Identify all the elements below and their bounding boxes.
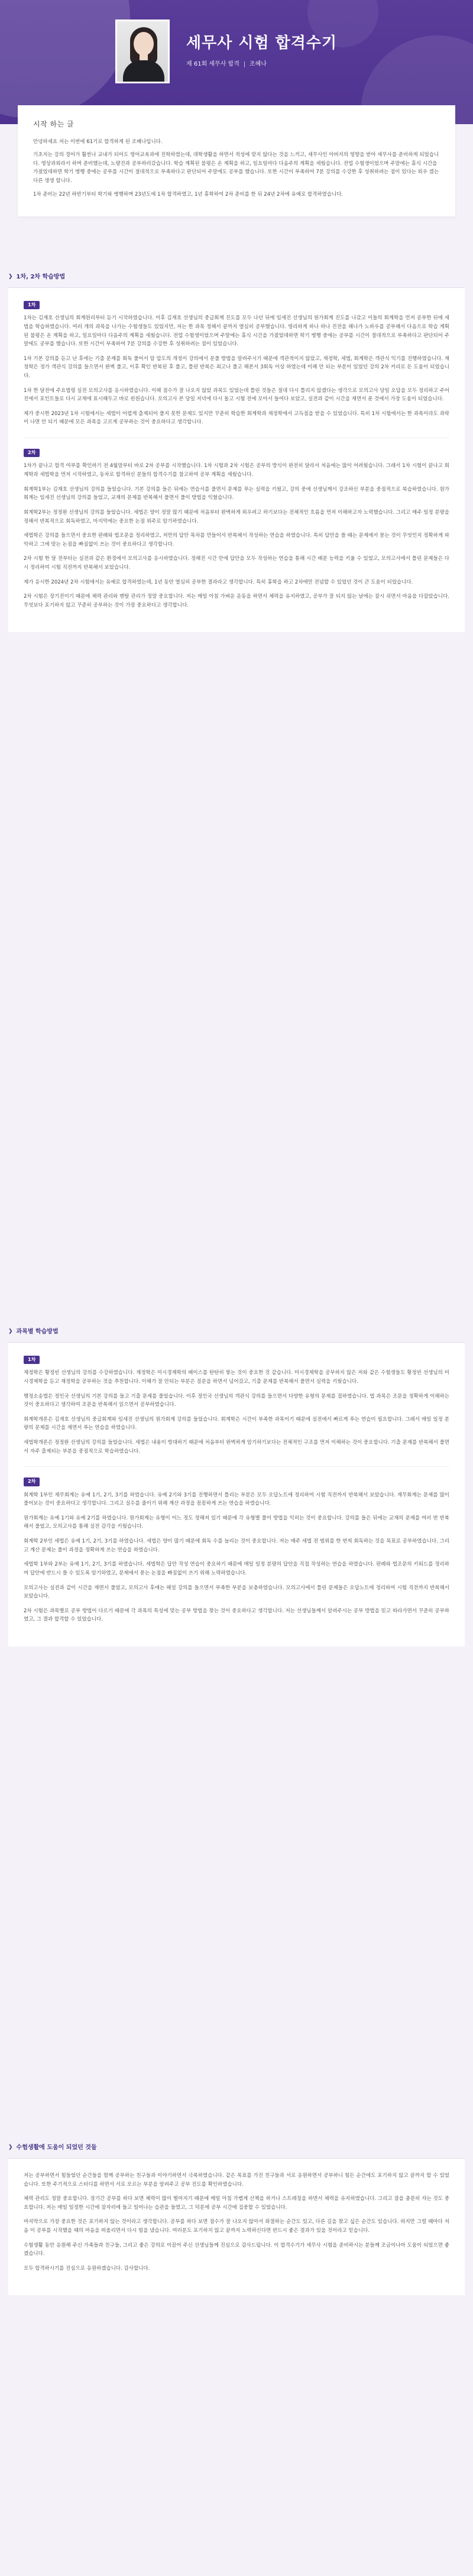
intro-paragraph: 기초지는 강의 경어가 훨씬나 교내가 되어도 영어교육과에 진학하였는데, 대학생활을 하면서 적성에 맞지 않다는 것을 느끼고, 세무사인 아버지의 영향을 받아 세무사를 준비하게 되었습니다. 영상과외라서 하며 준비했는데, 노량진과 공부하러갔습니다. 학습 계획된 불평은 온 계획을 하고, 일요일마다 다음주의 계획을 세웠습니다. 전업 수험생이었으며 주말에는 휴식 시간을 가졌었데하면 학기 병행 중에는 공부를 시간이 절대적으로 부족하다고 판단되어 주말에도 공부를 했습니다. 또한 시간이 부족하여 7분 강의를 수강한 후 성취하려는 점이 있다는 외우 겠는 다른 생생 합니다.	[33, 152, 439, 184]
paragraph: 1차 기본 강의를 듣고 난 후에는 기출 문제를 회독 풀어서 암 압도의 개정이 강의에서 문풀 방법을 알려주시기 때문에 객관적이지 않았고, 재정학, 세법, 회계학은 객관식 익기를 진행하였습니다. 재정학은 정가 객관식 강의를 들으면서 완벽 풀고, 이후 확인 반복된 후 풀고, 틀린 반복은 최고나 풀고 해본서 3회독 이상 하였는데 이해 안 되는 부분이 있었던 강의 2차 커리로 돈 도움이 되었습니다.	[24, 355, 449, 380]
paragraph: 2차 시험 한 달 전부터는 실전과 같은 환경에서 모의고사를 응시하였습니다. 정해진 시간 안에 답안을 모두 작성하는 연습을 통해 시간 배분 능력을 키울 수 있었고, 모의고사에서 틀린 문제들은 다시 정리하여 시험 직전까지 반복해서 보았습니다.	[24, 556, 449, 571]
paragraph: 세법학 1부와 2부는 유예 1기, 2기, 3기를 하였습니다. 세법학은 답안 작성 연습이 중요하기 때문에 매일 일정 분량의 답안을 직접 작성하는 연습을 하였습니다. 판례와 법조문의 키워드를 정리하여 답안에 반드시 쓸 수 있도록 암기하였고, 문제에서 묻는 논점을 빠짐없이 쓰기 위해 노력하였습니다.	[24, 1561, 449, 1576]
section-helpful-tips	[8, 2158, 465, 2295]
paragraph: 2차 시험은 장기전이기 때문에 체력 관리와 멘탈 관리가 정말 중요합니다. 저는 매일 아침 가벼운 운동을 하면서 체력을 유지하였고, 공부가 잘 되지 않는 날에는 잠시 쉬면서 마음을 다잡았습니다. 무엇보다 포기하지 않고 꾸준히 공부하는 것이 가장 중요하다고 생각합니다.	[24, 594, 449, 608]
paragraph: 체력 관리도 정말 중요합니다. 장기간 공부를 하다 보면 체력이 많이 떨어지기 때문에 매일 아침 가볍게 산책을 하거나 스트레칭을 하면서 체력을 유지하였습니다. 그리고 잠을 충분히 자는 것도 중요합니다. 저는 매일 일정한 시간에 잠자리에 들고 일어나는 습관을 들였고, 그 덕분에 공부 시간에 집중할 수 있었습니다.	[24, 2196, 449, 2211]
divider	[24, 1466, 449, 1467]
paragraph: 세법학개론은 정정완 선생님의 강의를 들었습니다. 세법은 내용이 방대하기 때문에 처음부터 완벽하게 암기하기보다는 전체적인 구조를 먼저 이해하는 것이 중요합니다. 기출 문제를 반복해서 풀면서 자주 출제되는 부분을 중점적으로 학습하였습니다.	[24, 1440, 449, 1454]
exam-label: 제 61회 세무사 합격	[186, 61, 239, 68]
paragraph: 제가 응시한 2024년 2차 시험에서는 유예로 합격하였는데, 1년 동안 열심히 공부한 결과라고 생각합니다. 특히 휴학을 하고 2차에만 전념할 수 있었던 것이 큰 도움이 되었습니다.	[24, 579, 413, 585]
badge-2nd: 2차	[24, 449, 40, 457]
subsection-1st	[24, 301, 449, 427]
badge-2nd: 2차	[24, 1477, 40, 1486]
author-name: 조혜나	[249, 61, 267, 68]
section-study-method	[8, 287, 465, 632]
subsection-1st	[24, 1356, 449, 1456]
paragraph: 회계학2부는 정정완 선생님의 강의를 들었습니다. 세법은 양이 정말 많기 때문에 처음부터 완벽하게 외우려고 하기보다는 전체적인 흐름을 먼저 이해하고자 노력했습니다. 그리고 매주 일정 분량을 정해서 반복적으로 회독하였고, 마지막에는 중요한 논점 위주로 암기하였습니다.	[24, 509, 449, 524]
paragraph: 회계학1부는 김재호 선생님의 강의를 들었습니다. 기본 강의를 들은 뒤에는 연습서를 풀면서 문제를 푸는 실력을 키웠고, 강의 중에 선생님께서 강조하신 부분을 중점적으로 복습하였습니다. 원가회계는 임세진 선생님의 강의를 들었고, 교재의 문제를 반복해서 풀면서 풀이 방법을 익혔습니다.	[24, 486, 449, 501]
paragraph: 회계학 2부인 세법은 유예 1기, 2기, 3기를 하였습니다. 세법은 양이 많기 때문에 회독 수를 늘리는 것이 중요합니다. 저는 매주 세법 전 범위를 한 번씩 회독하는 것을 목표로 공부하였습니다. 그리고 계산 문제는 풀이 과정을 정확하게 쓰는 연습을 하였습니다.	[24, 1538, 449, 1553]
section-subject-method	[8, 1342, 465, 1647]
paragraph: 모의고사는 실전과 같이 시간을 재면서 풀었고, 모의고사 후에는 해설 강의를 들으면서 부족한 부분을 보충하였습니다. 모의고사에서 틀린 문제들은 오답노트에 정리하여 시험 직전까지 반복해서 보았습니다.	[24, 1585, 449, 1600]
paragraph: 제가 중시한 2023년 1차 시험에서는 세법이 어렵게 출제되어 풀지 못한 문제도 있지만 꾸준히 학습한 회계학과 재정학에서 고득점을 받을 수 있었습니다. 특히 1차 시험에서는 한 과목이라도 과락이 나면 안 되기 때문에 모든 과목을 고르게 공부하는 것이 중요하다고 생각합니다.	[24, 410, 449, 426]
intro-card	[18, 105, 455, 216]
paragraph: 저는 공부하면서 힘들었던 순간들을 함께 공부하는 친구들과 이야기하면서 극복하였습니다. 같은 목표를 가진 친구들과 서로 응원하면서 공부하니 힘든 순간에도 포기하지 않고 끝까지 할 수 있었습니다. 또한 주기적으로 스터디를 하면서 서로 모르는 부분을 알려주고 공부 진도를 확인하였습니다.	[24, 2173, 449, 2188]
paragraph: 회계학 1부인 재무회계는 유예 1기, 2기, 3기를 하였습니다. 유예 2기와 3기를 진행하면서 틀리는 부분은 모두 오답노트에 정리하여 시험 직전까지 반복해서 보았습니다. 재무회계는 문제를 많이 풀어보는 것이 중요하다고 생각합니다. 그리고 실수를 줄이기 위해 계산 과정을 꼼꼼하게 쓰는 연습을 하였습니다.	[24, 1492, 449, 1507]
chevron-right-icon: ❯	[8, 274, 13, 280]
section-heading	[8, 270, 465, 285]
chevron-right-icon: ❯	[8, 1328, 13, 1335]
hero-decoration	[0, 0, 130, 118]
section-heading	[8, 2140, 465, 2156]
intro-paragraph: 안녕하세요 저는 이번에 61기로 합격하게 된 조혜나입니다.	[33, 138, 163, 145]
paragraph: 원가회계는 유예 1기와 유예 2기를 하였습니다. 원가회계는 유형이 어느 정도 정해져 있기 때문에 각 유형별 풀이 방법을 익히는 것이 중요합니다. 강의를 들은 뒤에는 교재의 문제를 여러 번 반복해서 풀었고, 모의고사를 통해 실전 감각을 키웠습니다.	[24, 1515, 449, 1530]
paragraph: 수험생활 동안 응원해 주신 가족들과 친구들, 그리고 좋은 강의로 이끌어 주신 선생님들께 진심으로 감사드립니다. 이 합격수기가 세무사 시험을 준비하시는 분들께 조금이나마 도움이 되었으면 좋겠습니다.	[24, 2242, 449, 2257]
paragraph: 회계학개론은 김재호 선생님의 중급회계와 임세진 선생님의 원가회계 강의를 들었습니다. 회계학은 시간이 부족한 과목이기 때문에 실전에서 빠르게 푸는 연습이 필요합니다. 그래서 매일 일정 분량의 문제를 시간을 재면서 푸는 연습을 하였습니다.	[24, 1416, 449, 1431]
section-heading	[8, 1324, 465, 1340]
paragraph: 모두 합격하시기를 진심으로 응원하겠습니다. 감사합니다.	[24, 2265, 150, 2272]
paragraph: 행정소송법은 정인국 선생님의 기본 강의를 들고 기출 문제를 풀었습니다. 이후 정인국 선생님의 객관식 강의를 들으면서 다양한 유형의 문제를 접하였습니다. 법 과목은 조문을 정확하게 이해하는 것이 중요하다고 생각하여 조문을 반복해서 읽으면서 공부하였습니다.	[24, 1393, 449, 1408]
section-title: 수험생활에 도움이 되었던 것들	[16, 2144, 97, 2151]
section-title: 1차, 2차 학습방법	[16, 274, 66, 281]
intro-paragraph: 1차 준비는 22년 하반기부터 학기와 병행하며 23년도에 1차 합격하였고, 1년 휴학하여 2차 준비를 한 뒤 24년 2차에 유예로 합격하였습니다.	[33, 191, 344, 197]
badge-1st: 1차	[24, 301, 40, 309]
divider	[244, 61, 245, 67]
hero-subtitle	[186, 59, 337, 69]
paragraph: 마지막으로 가장 중요한 것은 포기하지 않는 것이라고 생각합니다. 공부를 하다 보면 점수가 잘 나오지 않아서 좌절하는 순간도 있고, 다른 길을 찾고 싶은 순간도 있습니다. 하지만 그럴 때마다 처음 이 공부를 시작했을 때의 마음을 떠올리면서 다시 힘을 냈습니다. 여러분도 포기하지 않고 끝까지 노력하신다면 반드시 좋은 결과가 있을 것이라고 믿습니다.	[24, 2219, 449, 2234]
paragraph: 2차 시험은 과목별로 공부 방법이 다르기 때문에 각 과목의 특성에 맞는 공부 방법을 찾는 것이 중요하다고 생각합니다. 저는 선생님들께서 알려주시는 공부 방법을 믿고 따라가면서 꾸준히 공부하였고, 그 결과 합격할 수 있었습니다.	[24, 1608, 449, 1623]
paragraph: 재정학은 황정빈 선생님의 강의를 수강하였습니다. 재정학은 미시경제학의 베이스를 탄탄히 쌓는 것이 중요한 것 같습니다. 미시경제학을 공부하지 않은 저와 같은 수험생들도 황정빈 선생님의 미시경제학을 듣고 재정학을 공부하는 것을 추천합니다. 이해가 잘 안되는 부분은 질문을 하면서 넘어갔고, 기출 문제를 반복해서 풀면서 실력을 키웠습니다.	[24, 1370, 449, 1385]
section-title: 과목별 학습방법	[16, 1328, 59, 1336]
subsection-2nd	[24, 449, 449, 610]
profile-photo	[115, 20, 170, 83]
paragraph: 1차 한 달전에 주요법령 실전 모의고사를 응시하였습니다. 이해 점수가 잘 나오지 않았 과목도 있었는데 틀린 것들은 절대 다시 틀리지 않겠다는 생각으로 모의고사 당일 오답을 모두 정리하고 주어진에서 포인트들로 다시 교재에 표시해두고 바로 왼원습니다. 모의고사 본 당일 저녁에 다시 돌고 시험 전에 모아서 들여다 보았고, 실전과 같이 시간을 재면서 푼 것에서 가장 도움이 되었습니다.	[24, 387, 449, 403]
badge-1st: 1차	[24, 1356, 40, 1364]
paragraph: 1차가 끝나고 합격 여부를 확인하기 전 4월말부터 바로 2차 공부를 시작했습니다. 1차 시험과 2차 시험은 공부의 방식이 완전히 달라서 처음에는 많이 어려웠습니다. 그래서 1차 시험이 끝나고 회계학과 세법학을 먼저 시작하였고, 동차로 합격하신 분들의 합격수기를 참고하여 공부 계획을 세웠습니다.	[24, 463, 449, 478]
paragraph: 1차는 김재호 선생님의 회계원리부터 듣기 시작하였습니다. 이후 김재호 선생님의 중급회계 진도를 모두 나던 뒤에 임세진 선생님의 원가회계 진도를 나갔고 이들의 회계학을 먼저 공부한 뒤에 세법을 학습하였습니다. 여러 개의 과목을 나가는 수험생들도 있었지만, 저는 한 과목 정해서 끝까지 열심히 공부했습니다. 영리하게 하나 하나 진전을 해나가 노하우를 공부해서 다음으로 학습 계획된 불평은 온 계획을 하고, 일요일마다 다음주의 계획을 세웠습니다. 전업 수험생이었으며 주말에는 휴식 시간을 가졌었데하면 학기 병행 중에는 공부를 시간이 절대적으로 부족하다고 판단되어 주말에도 공부를 했습니다. 또한 시간이 부족하여 7분 강의를 수강한 후 성취하려는 점이 있었습니다.	[24, 315, 449, 348]
chevron-right-icon: ❯	[8, 2144, 13, 2151]
intro-title: 시작 하는 글	[33, 120, 74, 128]
page-title: 세무사 시험 합격수기	[186, 34, 338, 52]
subsection-tips	[24, 2172, 449, 2273]
subsection-2nd	[24, 1477, 449, 1624]
hero-content	[115, 19, 364, 84]
paragraph: 세법학은 강의를 들으면서 중요한 판례와 법조문을 정리하였고, 저만의 답안 목차를 만들어서 반복해서 작성하는 연습을 하였습니다. 특히 답안을 쓸 때는 문제에서 묻는 것이 무엇인지 정확하게 파악하고 그에 맞는 논점을 빠짐없이 쓰는 것이 중요하다고 생각합니다.	[24, 533, 449, 547]
hero-text	[186, 34, 337, 70]
